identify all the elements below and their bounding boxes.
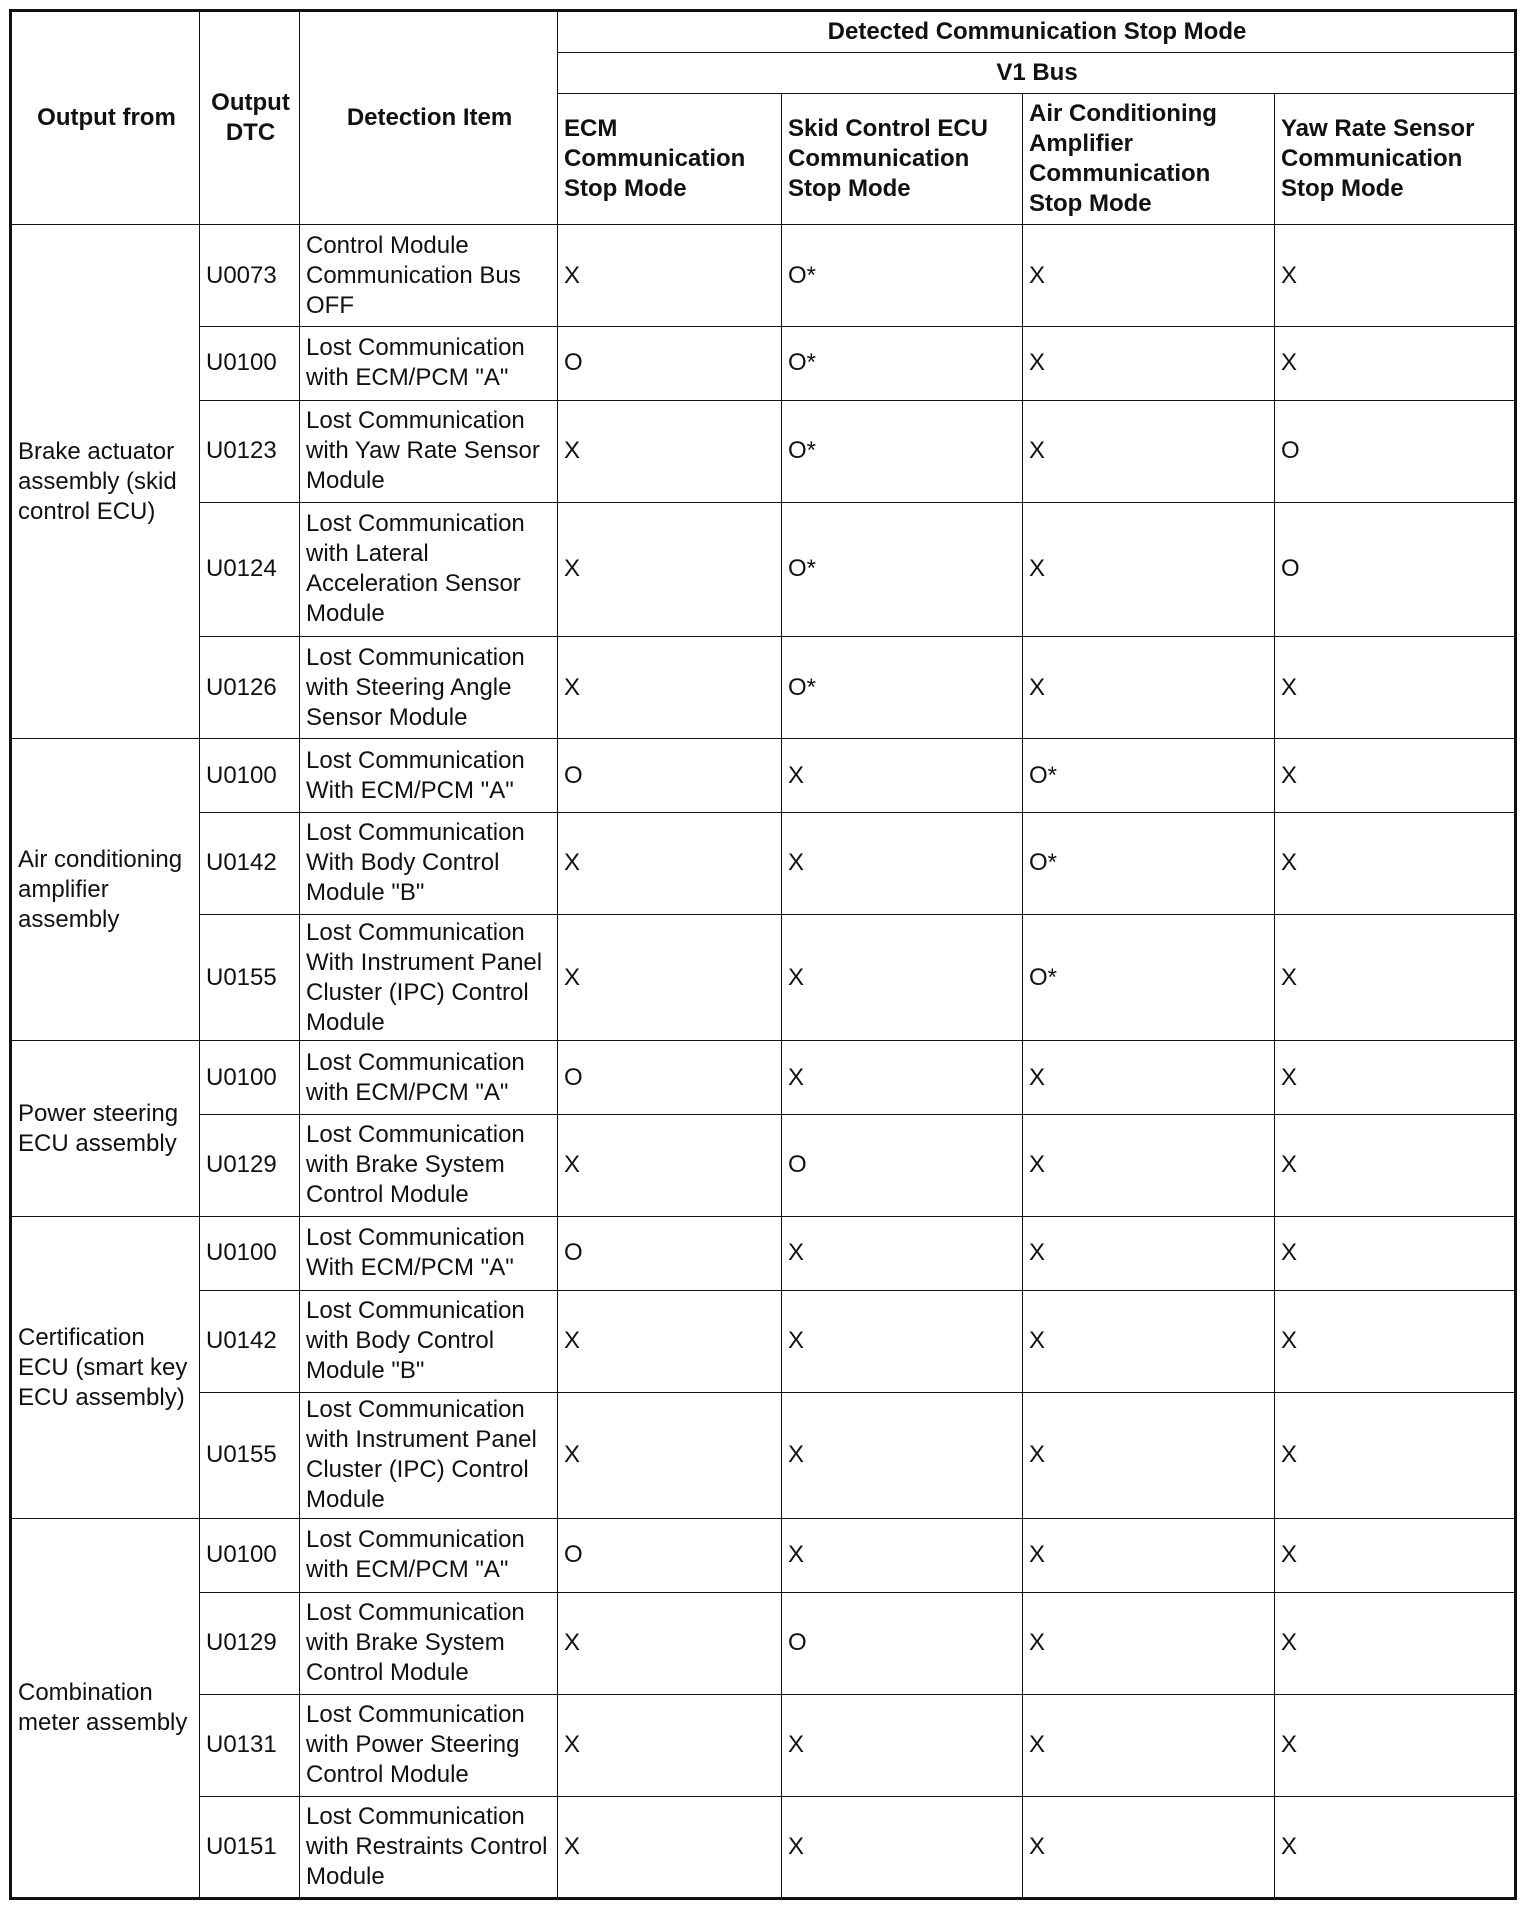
mark-ecm: O	[558, 1217, 782, 1291]
detection-item: Lost Communication with Brake System Control Module	[300, 1114, 558, 1216]
mark-air-conditioning: X	[1023, 1114, 1275, 1216]
mark-skid-control: X	[782, 812, 1023, 914]
mark-air-conditioning: O*	[1023, 914, 1275, 1040]
table-row	[11, 1796, 1516, 1898]
detection-item: Lost Communication with Yaw Rate Sensor Module	[300, 400, 558, 502]
dtc-code: U0100	[200, 327, 300, 401]
table-row	[11, 812, 1516, 914]
table-row	[11, 914, 1516, 1040]
dtc-code: U0155	[200, 914, 300, 1040]
table-row	[11, 637, 1516, 739]
mark-yaw-rate: X	[1275, 1796, 1516, 1898]
detection-item: Lost Communication with Power Steering Control Module	[300, 1694, 558, 1796]
mark-air-conditioning: X	[1023, 502, 1275, 636]
dtc-code: U0073	[200, 225, 300, 327]
mark-air-conditioning: X	[1023, 1290, 1275, 1392]
table-row	[11, 400, 1516, 502]
mark-ecm: X	[558, 225, 782, 327]
mark-air-conditioning: X	[1023, 225, 1275, 327]
mark-skid-control: O*	[782, 502, 1023, 636]
mark-yaw-rate: X	[1275, 1519, 1516, 1593]
mark-ecm: X	[558, 637, 782, 739]
mark-yaw-rate: X	[1275, 327, 1516, 401]
detection-item: Lost Communication with ECM/PCM "A"	[300, 327, 558, 401]
group-brake-actuator: Brake actuator assembly (skid control ECU)	[11, 225, 200, 739]
detection-item: Lost Communication with ECM/PCM "A"	[300, 1519, 558, 1593]
mark-ecm: O	[558, 739, 782, 813]
detection-item: Lost Communication with Instrument Panel Cluster (IPC) Control Module	[300, 1392, 558, 1518]
mark-ecm: X	[558, 1796, 782, 1898]
mark-air-conditioning: X	[1023, 637, 1275, 739]
group-air-conditioning: Air conditioning amplifier assembly	[11, 739, 200, 1041]
mark-air-conditioning: O*	[1023, 739, 1275, 813]
header-bus: V1 Bus	[558, 53, 1516, 94]
detection-item: Lost Communication with ECM/PCM "A"	[300, 1041, 558, 1115]
mark-ecm: X	[558, 1592, 782, 1694]
dtc-code: U0129	[200, 1114, 300, 1216]
detection-item: Lost Communication With ECM/PCM "A"	[300, 1217, 558, 1291]
header-detected-mode: Detected Communication Stop Mode	[558, 11, 1516, 53]
dtc-code: U0123	[200, 400, 300, 502]
mark-yaw-rate: X	[1275, 739, 1516, 813]
detection-item: Lost Communication With ECM/PCM "A"	[300, 739, 558, 813]
detection-item: Lost Communication with Body Control Module "B"	[300, 1290, 558, 1392]
dtc-code: U0142	[200, 812, 300, 914]
mark-yaw-rate: X	[1275, 637, 1516, 739]
mark-air-conditioning: X	[1023, 1796, 1275, 1898]
dtc-code: U0100	[200, 1041, 300, 1115]
group-power-steering: Power steering ECU assembly	[11, 1041, 200, 1217]
table-row	[11, 225, 1516, 327]
mark-ecm: X	[558, 1694, 782, 1796]
dtc-code: U0100	[200, 1519, 300, 1593]
mark-ecm: X	[558, 1392, 782, 1518]
mark-ecm: X	[558, 914, 782, 1040]
mark-yaw-rate: X	[1275, 1592, 1516, 1694]
table-row	[11, 502, 1516, 636]
table-header	[11, 11, 1516, 225]
dtc-code: U0124	[200, 502, 300, 636]
dtc-code: U0151	[200, 1796, 300, 1898]
table-row	[11, 1114, 1516, 1216]
table-row	[11, 1694, 1516, 1796]
mark-air-conditioning: O*	[1023, 812, 1275, 914]
header-air-conditioning-stop-mode: Air Conditioning Amplifier Communication Stop Mode	[1023, 94, 1275, 225]
mark-ecm: O	[558, 327, 782, 401]
mark-yaw-rate: X	[1275, 225, 1516, 327]
dtc-code: U0126	[200, 637, 300, 739]
mark-skid-control: X	[782, 1796, 1023, 1898]
header-skid-control-stop-mode: Skid Control ECU Communication Stop Mode	[782, 94, 1023, 225]
mark-skid-control: X	[782, 739, 1023, 813]
mark-skid-control: X	[782, 1290, 1023, 1392]
mark-ecm: X	[558, 812, 782, 914]
table-row	[11, 1217, 1516, 1291]
detection-item: Control Module Communication Bus OFF	[300, 225, 558, 327]
dtc-code: U0131	[200, 1694, 300, 1796]
mark-ecm: O	[558, 1519, 782, 1593]
mark-skid-control: O	[782, 1592, 1023, 1694]
table-row	[11, 1592, 1516, 1694]
mark-ecm: O	[558, 1041, 782, 1115]
table-row	[11, 327, 1516, 401]
mark-skid-control: O*	[782, 637, 1023, 739]
mark-ecm: X	[558, 502, 782, 636]
dtc-code: U0142	[200, 1290, 300, 1392]
mark-air-conditioning: X	[1023, 1592, 1275, 1694]
mark-air-conditioning: X	[1023, 1041, 1275, 1115]
dtc-communication-stop-table	[9, 9, 1517, 1900]
mark-yaw-rate: X	[1275, 1041, 1516, 1115]
table-row	[11, 1519, 1516, 1593]
table-row	[11, 1392, 1516, 1518]
table-body	[11, 225, 1516, 1899]
mark-skid-control: O*	[782, 327, 1023, 401]
mark-skid-control: X	[782, 1217, 1023, 1291]
mark-air-conditioning: X	[1023, 1694, 1275, 1796]
dtc-code: U0100	[200, 739, 300, 813]
detection-item: Lost Communication With Body Control Module "B"	[300, 812, 558, 914]
detection-item: Lost Communication with Restraints Control Module	[300, 1796, 558, 1898]
mark-air-conditioning: X	[1023, 327, 1275, 401]
detection-item: Lost Communication with Lateral Acceleration Sensor Module	[300, 502, 558, 636]
table-row	[11, 1290, 1516, 1392]
table-row	[11, 739, 1516, 813]
mark-skid-control: X	[782, 1041, 1023, 1115]
mark-air-conditioning: X	[1023, 1519, 1275, 1593]
mark-skid-control: O	[782, 1114, 1023, 1216]
detection-item: Lost Communication with Steering Angle Sensor Module	[300, 637, 558, 739]
table-row	[11, 1041, 1516, 1115]
mark-air-conditioning: X	[1023, 1217, 1275, 1291]
mark-yaw-rate: X	[1275, 812, 1516, 914]
detection-item: Lost Communication With Instrument Panel Cluster (IPC) Control Module	[300, 914, 558, 1040]
group-combination-meter: Combination meter assembly	[11, 1519, 200, 1899]
mark-yaw-rate: X	[1275, 1290, 1516, 1392]
detection-item: Lost Communication with Brake System Control Module	[300, 1592, 558, 1694]
group-certification-ecu: Certification ECU (smart key ECU assembly)	[11, 1217, 200, 1519]
dtc-code: U0155	[200, 1392, 300, 1518]
mark-yaw-rate: X	[1275, 1217, 1516, 1291]
mark-yaw-rate: X	[1275, 914, 1516, 1040]
header-yaw-rate-stop-mode: Yaw Rate Sensor Communication Stop Mode	[1275, 94, 1516, 225]
mark-yaw-rate: O	[1275, 502, 1516, 636]
dtc-code: U0100	[200, 1217, 300, 1291]
mark-skid-control: X	[782, 1392, 1023, 1518]
mark-yaw-rate: X	[1275, 1114, 1516, 1216]
mark-yaw-rate: X	[1275, 1392, 1516, 1518]
mark-skid-control: O*	[782, 400, 1023, 502]
mark-yaw-rate: O	[1275, 400, 1516, 502]
header-ecm-stop-mode: ECM Communication Stop Mode	[558, 94, 782, 225]
header-detection-item: Detection Item	[300, 11, 558, 225]
mark-ecm: X	[558, 1114, 782, 1216]
mark-yaw-rate: X	[1275, 1694, 1516, 1796]
mark-skid-control: O*	[782, 225, 1023, 327]
header-output-dtc: Output DTC	[200, 11, 300, 225]
mark-air-conditioning: X	[1023, 1392, 1275, 1518]
mark-ecm: X	[558, 400, 782, 502]
mark-skid-control: X	[782, 914, 1023, 1040]
mark-skid-control: X	[782, 1519, 1023, 1593]
mark-ecm: X	[558, 1290, 782, 1392]
header-output-from: Output from	[11, 11, 200, 225]
mark-air-conditioning: X	[1023, 400, 1275, 502]
dtc-code: U0129	[200, 1592, 300, 1694]
mark-skid-control: X	[782, 1694, 1023, 1796]
